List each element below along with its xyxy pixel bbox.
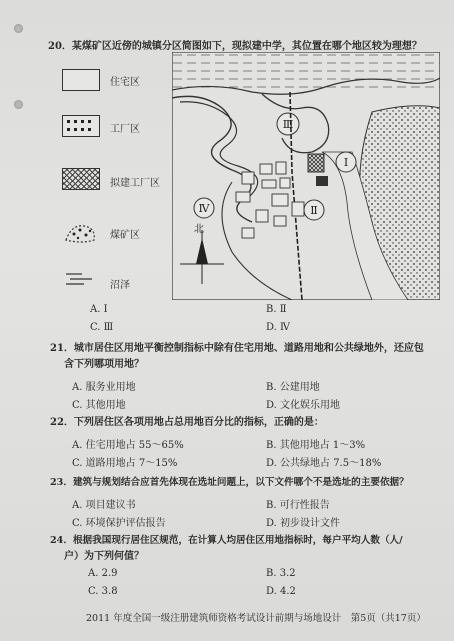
q21-option-a[interactable]: A. 服务业用地	[72, 382, 136, 393]
legend-factory-label: 工厂区	[110, 124, 140, 135]
legend-residential-label: 住宅区	[110, 77, 140, 88]
q24-stem-line1: 24．根据我国现行居住区规范，在计算人均居住区用地指标时，每户平均人数（人/	[50, 535, 403, 546]
q21-stem-line1: 21．城市居住区用地平衡控制指标中除有住宅用地、道路用地和公共绿地外，还应包	[50, 343, 424, 354]
q22-stem: 22．下列居住区各项用地占总用地百分比的指标，正确的是：	[50, 417, 324, 428]
map-label-zone4: Ⅳ	[198, 202, 210, 215]
town-zoning-map	[172, 52, 440, 300]
q24-option-d[interactable]: D. 4.2	[266, 586, 296, 597]
legend-coal-mine-label: 煤矿区	[110, 230, 140, 241]
legend-residential-swatch	[62, 69, 100, 91]
page-footer: 2011 年度全国一级注册建筑师资格考试设计前期与场地设计 第5页（共17页）	[86, 613, 426, 624]
q23-option-b[interactable]: B. 可行性报告	[266, 500, 330, 511]
map-label-north: 北	[194, 224, 204, 235]
punch-hole	[14, 24, 23, 33]
q22-option-a[interactable]: A. 住宅用地占 55～65%	[72, 440, 184, 451]
q23-option-c[interactable]: C. 环境保护评估报告	[72, 518, 166, 529]
q20-option-a[interactable]: A. Ⅰ	[90, 304, 108, 315]
legend-factory-swatch	[62, 115, 100, 137]
q24-option-b[interactable]: B. 3.2	[266, 568, 296, 579]
q20-option-d[interactable]: D. Ⅳ	[266, 322, 291, 333]
map-label-zone1: Ⅰ	[343, 156, 349, 169]
punch-hole	[14, 100, 23, 109]
q24-option-a[interactable]: A. 2.9	[88, 568, 118, 579]
q22-option-b[interactable]: B. 其他用地占 1～3%	[266, 440, 366, 451]
q22-option-d[interactable]: D. 公共绿地占 7.5～18%	[266, 458, 382, 469]
q21-option-d[interactable]: D. 文化娱乐用地	[266, 400, 341, 411]
legend-swamp-label: 沼泽	[110, 280, 130, 291]
map-label-zone2: Ⅱ	[310, 204, 318, 217]
legend-planned-factory-label: 拟建工厂区	[110, 178, 160, 189]
legend-coal-mine-swatch	[62, 218, 100, 246]
q23-stem: 23．建筑与规划结合应首先体现在选址问题上，以下文件哪个不是选址的主要依据？	[50, 477, 409, 488]
q24-stem-line2: 户）为下列何值？	[64, 551, 144, 562]
q23-option-d[interactable]: D. 初步设计文件	[266, 518, 341, 529]
q21-option-b[interactable]: B. 公建用地	[266, 382, 320, 393]
q24-option-c[interactable]: C. 3.8	[88, 586, 118, 597]
q20-option-b[interactable]: B. Ⅱ	[266, 304, 287, 315]
q22-option-c[interactable]: C. 道路用地占 7～15%	[72, 458, 178, 469]
legend-planned-factory-swatch	[62, 168, 100, 190]
q20-stem: 20．某煤矿区近傍的城镇分区简图如下，现拟建中学，其位置在哪个地区较为理想？	[48, 41, 422, 52]
legend-swamp-swatch	[62, 270, 100, 288]
q21-option-c[interactable]: C. 其他用地	[72, 400, 126, 411]
q23-option-a[interactable]: A. 项目建议书	[72, 500, 136, 511]
q20-option-c[interactable]: C. Ⅲ	[90, 322, 114, 333]
q21-stem-line2: 含下列哪项用地？	[64, 359, 144, 370]
map-label-zone3: Ⅲ	[282, 118, 294, 131]
